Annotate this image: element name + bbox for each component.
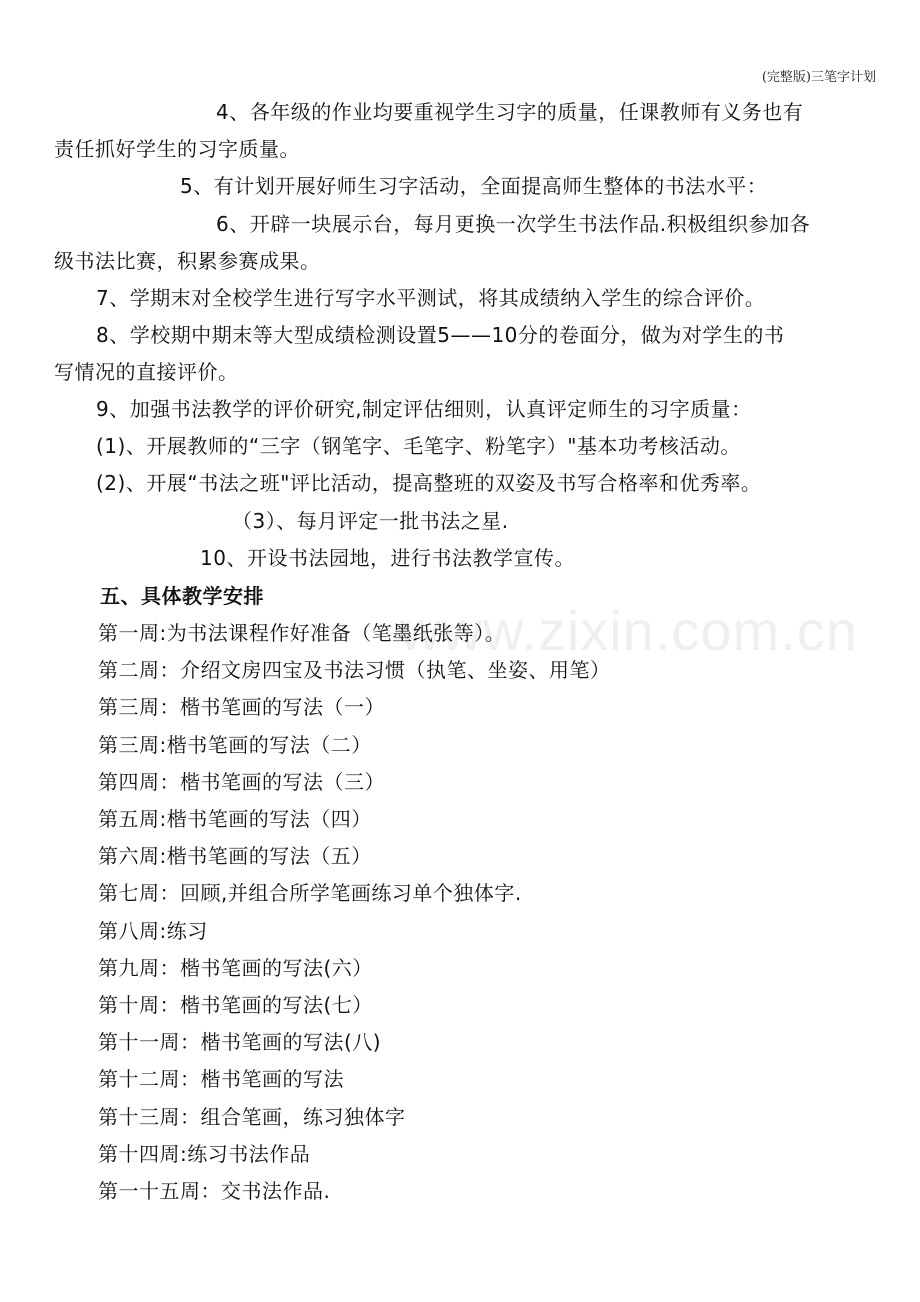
section-title: 五、具体教学安排 bbox=[100, 584, 264, 608]
schedule-item: 第六周:楷书笔画的写法（五） bbox=[98, 844, 372, 869]
paragraph-10: 10、开设书法园地，进行书法教学宣传。 bbox=[200, 546, 575, 570]
paragraph-4-line-2: 责任抓好学生的习字质量。 bbox=[54, 137, 300, 161]
schedule-item: 第十二周：楷书笔画的写法 bbox=[98, 1067, 344, 1092]
schedule-item: 第四周：楷书笔画的写法（三） bbox=[98, 769, 385, 794]
page-header: (完整版)三笔字计划 bbox=[761, 70, 876, 85]
paragraph-6-line-2: 级书法比赛，积累参赛成果。 bbox=[54, 249, 321, 273]
schedule-item: 第八周:练习 bbox=[98, 918, 208, 943]
paragraph-4-line-1: 4、各年级的作业均要重视学生习字的质量，任课教师有义务也有 bbox=[216, 100, 804, 124]
watermark: www.zixin.com.cn bbox=[400, 599, 858, 662]
schedule-item: 第一周:为书法课程作好准备（笔墨纸张等）。 bbox=[98, 621, 506, 645]
schedule-item: 第九周：楷书笔画的写法(六） bbox=[98, 955, 373, 980]
paragraph-6-line-1: 6、开辟一块展示台，每月更换一次学生书法作品.积极组织参加各 bbox=[216, 212, 811, 236]
paragraph-9-item-2: (2)、开展“书法之班"评比活动，提高整班的双姿及书写合格率和优秀率。 bbox=[96, 471, 762, 495]
schedule-item: 第十三周：组合笔画，练习独体字 bbox=[98, 1104, 406, 1129]
schedule-item: 第十一周：楷书笔画的写法(八) bbox=[98, 1030, 382, 1055]
paragraph-9-item-3: （3）、每月评定一批书法之星. bbox=[232, 509, 509, 533]
schedule-item: 第七周：回顾,并组合所学笔画练习单个独体字. bbox=[98, 881, 522, 906]
paragraph-8-line-2: 写情况的直接评价。 bbox=[54, 360, 239, 384]
paragraph-5: 5、有计划开展好师生习字活动，全面提高师生整体的书法水平： bbox=[180, 174, 768, 198]
paragraph-9-item-1: (1)、开展教师的“三字（钢笔字、毛笔字、粉笔字）"基本功考核活动。 bbox=[96, 434, 741, 458]
paragraph-9: 9、加强书法教学的评价研究,制定评估细则，认真评定师生的习字质量： bbox=[96, 397, 752, 421]
schedule-item: 第一十五周：交书法作品. bbox=[98, 1179, 331, 1203]
schedule-item: 第三周：楷书笔画的写法（一） bbox=[98, 695, 385, 720]
paragraph-8-line-1: 8、学校期中期末等大型成绩检测设置5——10分的卷面分，做为对学生的书 bbox=[96, 323, 785, 347]
schedule-item: 第十周：楷书笔画的写法(七） bbox=[98, 993, 373, 1017]
schedule-item: 第三周:楷书笔画的写法（二） bbox=[98, 732, 372, 757]
schedule-item: 第十四周:练习书法作品 bbox=[98, 1141, 311, 1166]
schedule-item: 第二周：介绍文房四宝及书法习惯（执笔、坐姿、用笔） bbox=[98, 658, 611, 683]
paragraph-7: 7、学期末对全校学生进行写字水平测试，将其成绩纳入学生的综合评价。 bbox=[96, 286, 766, 310]
schedule-item: 第五周:楷书笔画的写法（四） bbox=[98, 807, 372, 831]
